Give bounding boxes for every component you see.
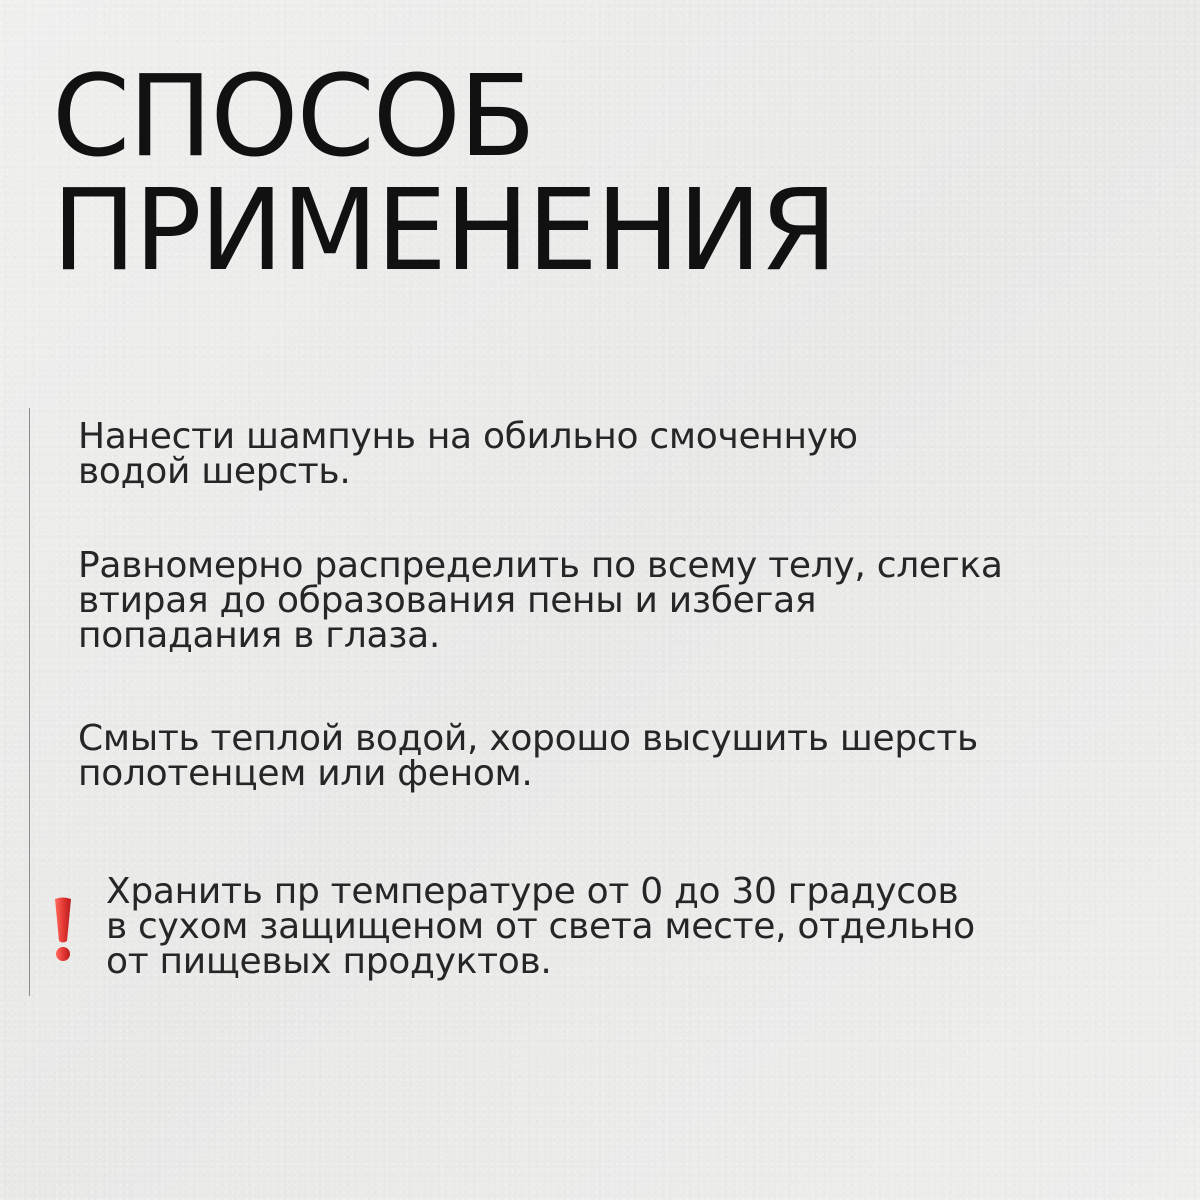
instruction-line: втирая до образования пены и избегая [78, 580, 817, 621]
instruction-step-2 [78, 545, 1003, 656]
instruction-step-3 [78, 718, 978, 794]
instruction-line: Равномерно распределить по всему телу, слегка [78, 545, 1003, 586]
storage-note-line: Хранить пр температуре от 0 до 30 градусов [106, 871, 959, 912]
page-title [52, 52, 836, 296]
instruction-step-1 [78, 416, 858, 492]
page-title-line-1: СПОСОБ [52, 52, 534, 182]
instruction-line: попадания в глаза. [78, 615, 441, 656]
vertical-divider [29, 408, 30, 996]
storage-note-line: от пищевых продуктов. [106, 941, 552, 982]
instruction-line: Смыть теплой водой, хорошо высушить шерсть [78, 718, 978, 759]
storage-note-line: в сухом защищеном от света месте, отдельно [106, 906, 975, 947]
instruction-line: полотенцем или феном. [78, 753, 533, 794]
storage-note [106, 871, 975, 982]
instruction-line: Нанести шампунь на обильно смоченную [78, 416, 858, 457]
page-title-line-2: ПРИМЕНЕНИЯ [52, 166, 836, 296]
instruction-line: водой шерсть. [78, 451, 351, 492]
exclamation-icon [52, 897, 74, 963]
